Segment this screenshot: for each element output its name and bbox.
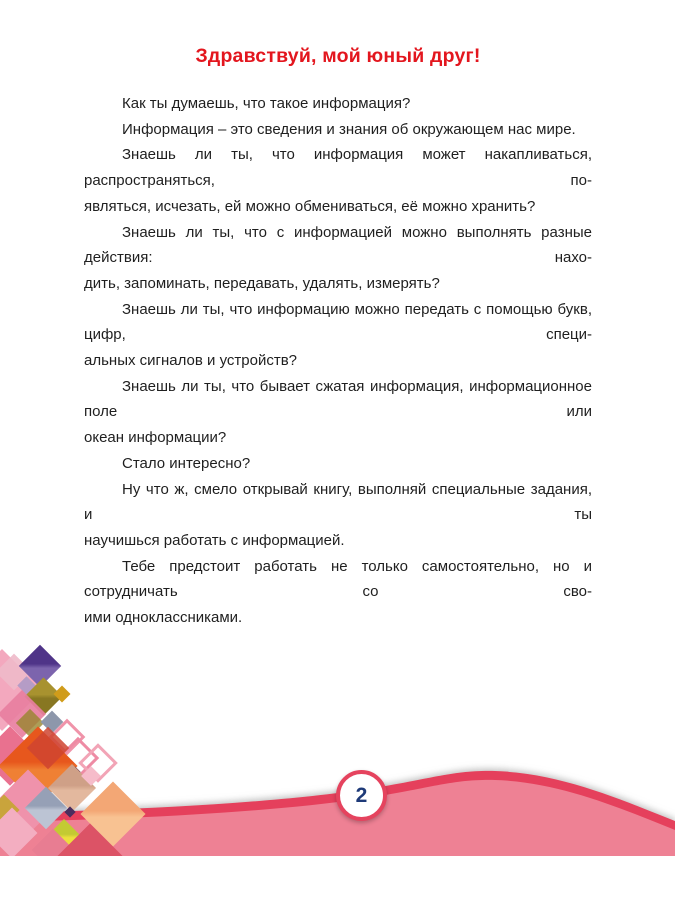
paragraph [84,142,592,219]
text-line: Ну что ж, смело открывай книгу, выполняй специальные задания, и ты [84,480,592,524]
text-line: дить, запоминать, передавать, удалять, измерять? [84,274,440,292]
page-number: 2 [355,783,368,807]
paragraph [84,477,592,554]
page-title: Здравствуй, мой юный друг! [195,45,481,67]
paragraph [84,220,592,297]
page-number-badge [336,770,387,821]
text-line: океан информации? [84,429,227,447]
body-text [84,91,592,631]
text-line: Знаешь ли ты, что с информацией можно выполнять разные действия: нахо- [84,223,592,267]
text-line: Знаешь ли ты, что информацию можно передать с помощью букв, цифр, специ- [84,300,592,344]
paragraph [84,451,592,477]
text-line: альных сигналов и устройств? [84,352,298,370]
text-line: ими одноклассниками. [84,609,243,627]
text-line: Тебе предстоит работать не только самостоятельно, но и сотрудничать со сво- [84,557,592,601]
text-line: являться, исчезать, ей можно обмениваться, её можно хранить? [84,197,536,215]
text-line: Стало интересно? [122,454,251,472]
paragraph [84,91,592,117]
text-line: Как ты думаешь, что такое информация? [122,95,411,112]
paragraph [84,374,592,451]
text-line: Информация – это сведения и знания об окружающем нас мире. [122,120,576,138]
text-line: Знаешь ли ты, что информация может накапливаться, распространяться, по- [84,146,592,190]
text-line: Знаешь ли ты, что бывает сжатая информация, информационное поле или [84,377,592,421]
paragraph [84,297,592,374]
mosaic-decoration [0,640,190,856]
paragraph [84,117,592,143]
paragraph [84,554,592,631]
text-line: научишься работать с информацией. [84,531,345,549]
